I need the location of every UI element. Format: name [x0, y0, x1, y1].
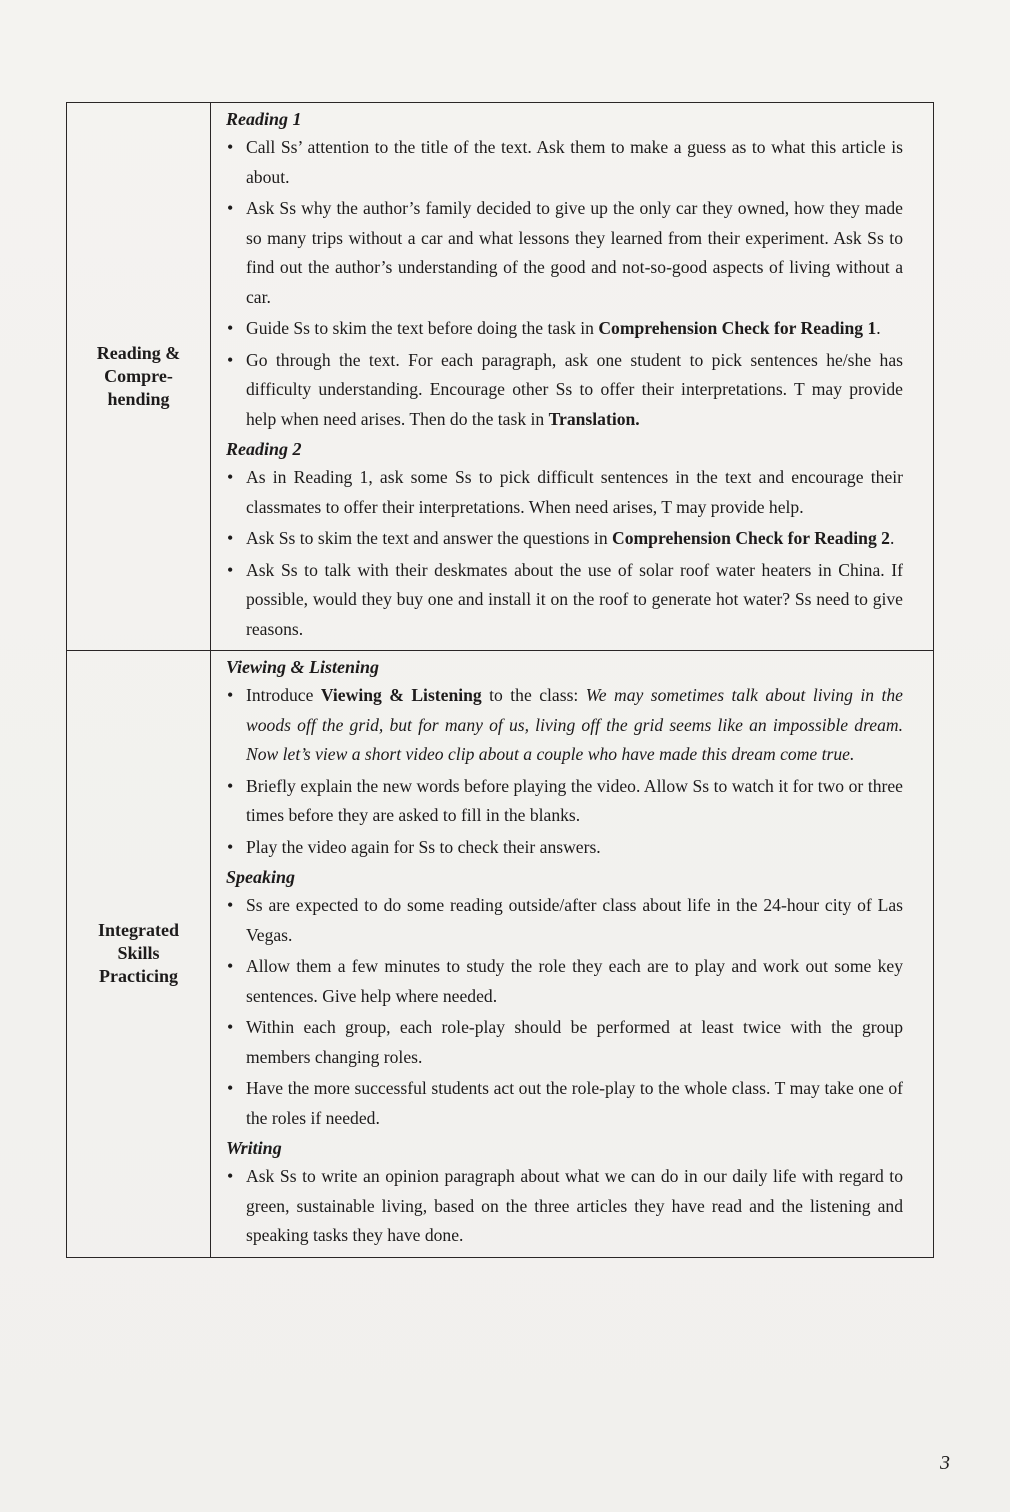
body-text: Ask Ss to talk with their deskmates about the use of solar roof water heaters in China. If possible, would they buy one and install it on the roof to generate hot water? Ss need to give reasons.: [246, 559, 903, 639]
body-text: Briefly explain the new words before playing the video. Allow Ss to watch it for two or three times before they are asked to fill in the blanks.: [246, 775, 903, 825]
body-text: Ask Ss to write an opinion paragraph about what we can do in our daily life with regard to green, sustainable living, based on the three articles they have read and the listening and speaking tasks they have done.: [246, 1166, 903, 1245]
row-label-line: Compre-: [104, 366, 173, 386]
list-item: [222, 681, 903, 770]
body-text: Ss are expected to do some reading outside/after class about life in the 24-hour city of Las Vegas.: [246, 895, 903, 945]
lesson-plan-table: [66, 102, 934, 1258]
list-item: [222, 524, 903, 554]
italic-text: We may sometimes talk about living in the woods off the grid, but for many of us, living off the grid seems like an impossible dream. Now let’s view a short video clip about a couple who have made this dream come true.: [246, 685, 903, 764]
list-item: [222, 952, 903, 1011]
page-number: 3: [940, 1452, 950, 1474]
body-text: Ask Ss why the author’s family decided to give up the only car they owned, how they made so many trips without a car and what lessons they learned from their experiment. Ask Ss to find out the author’s understanding of the good and not-so-good aspects of living without a car.: [246, 198, 903, 307]
emphasis-text: Viewing & Listening: [320, 685, 482, 705]
list-item: [222, 194, 903, 312]
table-row: [67, 103, 934, 651]
body-text: .: [876, 318, 881, 338]
body-text: to the class:: [481, 685, 586, 705]
row-label: [67, 651, 211, 1258]
body-text: .: [889, 528, 895, 548]
list-item: [222, 463, 903, 522]
list-item: [222, 1074, 903, 1133]
list-item: [222, 314, 903, 344]
body-text: Have the more successful students act out the role-play to the whole class. T may take one of the roles if needed.: [246, 1078, 903, 1128]
section-title: Reading 1: [226, 109, 302, 129]
table-row: [67, 651, 934, 1258]
bullet-list: [222, 133, 903, 434]
list-item: [222, 1162, 903, 1251]
list-item: [222, 133, 903, 192]
emphasis-text: Comprehension Check for Reading 1: [598, 318, 877, 338]
bullet-list: [222, 891, 903, 1133]
list-item: [222, 891, 903, 950]
emphasis-text: Translation.: [548, 408, 640, 429]
bullet-list: [222, 681, 903, 862]
body-text: Within each group, each role-play should be performed at least twice with the group members changing roles.: [246, 1017, 903, 1067]
list-item: [222, 833, 903, 863]
section-title: Reading 2: [226, 439, 302, 459]
bullet-list: [222, 463, 903, 644]
row-label: [67, 103, 211, 651]
list-item: [222, 556, 903, 645]
row-label-line: hending: [107, 389, 170, 409]
section-title: Viewing & Listening: [226, 657, 380, 677]
bullet-list: [222, 1162, 903, 1251]
list-item: [222, 772, 903, 831]
row-content: [211, 103, 934, 651]
section-title: Writing: [226, 1138, 282, 1158]
row-label-line: Skills: [117, 943, 160, 964]
list-item: [222, 1013, 903, 1072]
section-title: Speaking: [226, 867, 296, 887]
body-text: Play the video again for Ss to check their answers.: [246, 836, 601, 857]
body-text: Go through the text. For each paragraph, ask one student to pick sentences he/she has difficulty understanding. Encourage other Ss to offer their interpretations. T may provide help when need arises. Then do the task in: [246, 349, 903, 429]
body-text: Allow them a few minutes to study the role they each are to play and work out some key sentences. Give help where needed.: [246, 956, 903, 1006]
body-text: Ask Ss to skim the text and answer the questions in: [246, 528, 613, 548]
emphasis-text: Comprehension Check for Reading 2: [612, 528, 890, 548]
row-label-line: Reading &: [96, 343, 181, 363]
body-text: Introduce: [246, 685, 321, 705]
body-text: Call Ss’ attention to the title of the text. Ask them to make a guess as to what this article is about.: [246, 137, 903, 187]
row-label-line: Integrated: [98, 920, 179, 941]
list-item: [222, 346, 903, 435]
row-label-line: Practicing: [99, 966, 178, 987]
row-content: [211, 651, 934, 1258]
body-text: As in Reading 1, ask some Ss to pick difficult sentences in the text and encourage their classmates to offer their interpretations. When need arises, T may provide help.: [246, 467, 903, 517]
body-text: Guide Ss to skim the text before doing the task in: [246, 318, 599, 338]
